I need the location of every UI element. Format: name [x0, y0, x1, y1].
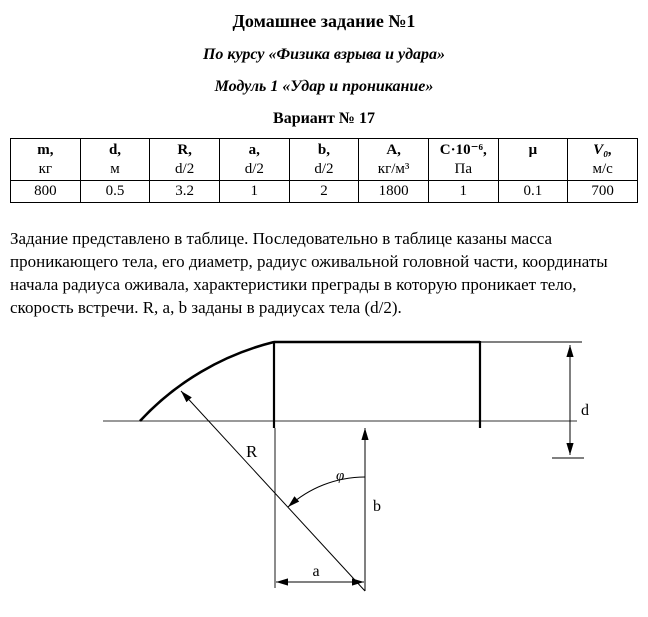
param-unit: d/2	[314, 161, 334, 177]
phi-angle-arc	[288, 477, 365, 507]
label-b: b	[373, 498, 381, 515]
table-value-cell-m: 800	[11, 181, 81, 203]
param-symbol: a,	[248, 142, 260, 158]
table-header-cell-a	[219, 139, 289, 181]
param-symbol: R,	[177, 142, 192, 158]
param-symbol: m,	[37, 142, 54, 158]
ogive-nose-curve	[140, 342, 274, 421]
param-unit: кг/м³	[377, 161, 410, 177]
table-header-cell-V0	[568, 139, 638, 181]
table-value-cell-C: 1	[428, 181, 498, 203]
table-value-cell-b: 2	[289, 181, 359, 203]
param-unit: d/2	[175, 161, 195, 177]
table-value-cell-a: 1	[219, 181, 289, 203]
param-symbol: μ	[528, 142, 538, 158]
param-unit: м	[110, 161, 120, 177]
projectile-diagram	[10, 327, 638, 604]
label-phi: φ	[336, 468, 345, 484]
table-value-cell-A: 1800	[359, 181, 429, 203]
table-header-cell-R	[150, 139, 220, 181]
label-d: d	[581, 402, 589, 419]
variant-label: Вариант № 17	[273, 110, 375, 127]
param-unit: кг	[38, 161, 53, 177]
param-symbol: V₀,	[593, 142, 613, 158]
page-title: Домашнее задание №1	[232, 11, 416, 31]
table-value-row	[11, 181, 638, 203]
param-symbol: С·10⁻⁶,	[439, 142, 487, 158]
table-header-cell-b	[289, 139, 359, 181]
param-symbol: A,	[386, 142, 401, 158]
param-symbol: b,	[317, 142, 330, 158]
task-paragraph: Задание представлено в таблице. Последовательно в таблице казаны масса проникающего тела, его диаметр, радиус оживальной головной части, координаты начала радиуса оживала, характеристики преграды в которую проникает тело, скорость встречи. R, a, b заданы в радиусах тела (d/2).	[10, 229, 608, 317]
table-value-cell-R: 3.2	[150, 181, 220, 203]
parameters-table	[10, 138, 638, 203]
table-value-cell-V0: 700	[568, 181, 638, 203]
table-header-cell-d	[80, 139, 150, 181]
table-header-cell-C	[428, 139, 498, 181]
module-subtitle: Модуль 1 «Удар и проникание»	[214, 78, 434, 95]
table-value-cell-d: 0.5	[80, 181, 150, 203]
table-header-row	[11, 139, 638, 181]
table-value-cell-mu: 0.1	[498, 181, 568, 203]
param-unit: d/2	[244, 161, 264, 177]
label-R: R	[246, 442, 258, 461]
param-symbol: d,	[108, 142, 122, 158]
label-a: a	[312, 563, 320, 580]
param-unit: м/с	[592, 161, 613, 177]
table-header-cell-m	[11, 139, 81, 181]
table-header-cell-A	[359, 139, 429, 181]
param-unit: Па	[454, 161, 473, 177]
table-header-cell-mu	[498, 139, 568, 181]
course-subtitle: По курсу «Физика взрыва и удара»	[202, 46, 446, 63]
